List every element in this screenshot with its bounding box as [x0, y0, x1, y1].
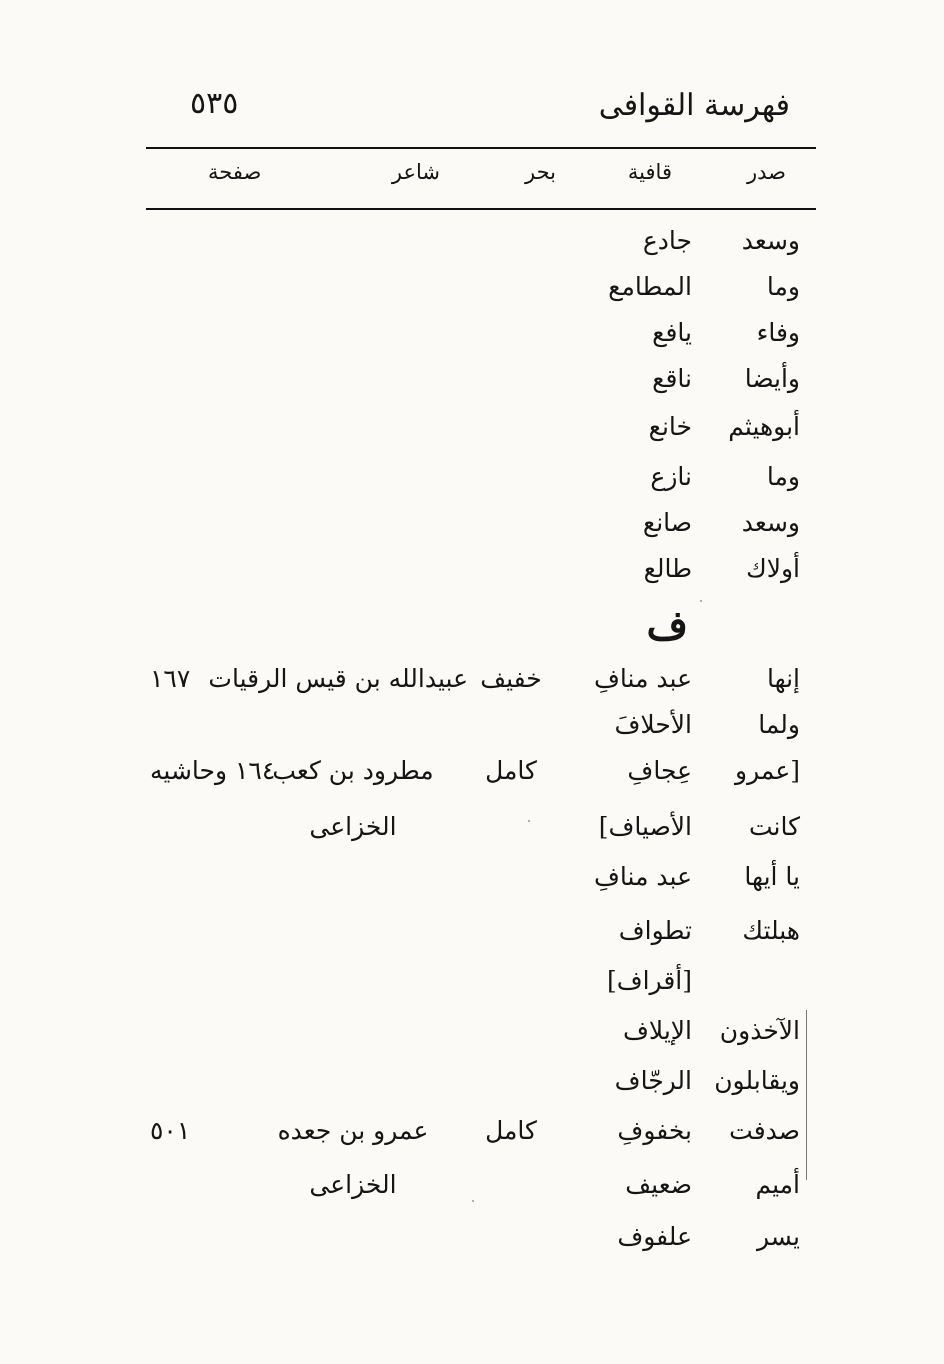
- page-cell: ١٦٧: [150, 664, 191, 693]
- table-row: [0, 1016, 944, 1062]
- table-row: [0, 664, 944, 710]
- qafia-cell: ناقع: [652, 364, 692, 393]
- sadr-cell: وسعد: [741, 508, 800, 537]
- running-title: فهرسة القوافى: [598, 88, 790, 123]
- margin-mark: [806, 1010, 807, 1180]
- table-row: [0, 462, 944, 508]
- qafia-cell: خانع: [648, 412, 692, 441]
- bahr-cell: كامل: [485, 756, 537, 785]
- sadr-cell: يسر: [756, 1222, 800, 1251]
- qafia-cell: الأحلافَ: [614, 710, 692, 739]
- sadr-cell: وأيضا: [744, 364, 800, 393]
- page-cell: ١٦٤ وحاشيه: [150, 756, 276, 785]
- paper-speck: [472, 1200, 474, 1202]
- sadr-cell: [عمرو: [735, 756, 800, 785]
- paper-speck: [528, 820, 530, 822]
- sadr-cell: أبوهيثم: [728, 412, 800, 441]
- sadr-cell: هبلتك: [742, 916, 800, 945]
- qafia-cell: جادع: [642, 226, 692, 255]
- qafia-cell: بخفوفِ: [617, 1116, 692, 1145]
- paper-speck: [700, 600, 702, 602]
- qafia-cell: المطامع: [608, 272, 692, 301]
- qafia-cell: تطواف: [618, 916, 692, 945]
- sadr-cell: وفاء: [756, 318, 800, 347]
- sadr-cell: إنها: [766, 664, 800, 693]
- page-cell: ٥٠١: [150, 1116, 191, 1145]
- table-row: [0, 272, 944, 318]
- bahr-cell: خفيف: [480, 664, 542, 693]
- table-row: [0, 1170, 944, 1216]
- qafia-cell: عبد منافِ: [594, 862, 692, 891]
- table-row: [0, 756, 944, 802]
- qafia-cell: طالع: [643, 554, 692, 583]
- table-row: [0, 364, 944, 410]
- table-row: [0, 916, 944, 962]
- table-row: [0, 226, 944, 272]
- qafia-cell: عِجافِ: [627, 756, 692, 785]
- column-header-page: صفحة: [208, 160, 262, 184]
- section-letter-heading: ف: [646, 602, 688, 649]
- bahr-cell: كامل: [485, 1116, 537, 1145]
- sadr-cell: ويقابلون: [714, 1066, 800, 1095]
- shaer-cell: الخزاعى: [309, 1170, 397, 1199]
- qafia-cell: صانع: [642, 508, 692, 537]
- sadr-cell: كانت: [748, 812, 800, 841]
- column-header-qafia: قافية: [627, 160, 672, 184]
- qafia-cell: ضعيف: [625, 1170, 692, 1199]
- qafia-cell: يافع: [652, 318, 692, 347]
- table-row: [0, 862, 944, 908]
- table-row: [0, 966, 944, 1012]
- column-header-bahr: بحر: [525, 160, 556, 184]
- qafia-cell: الأصياف]: [598, 812, 692, 841]
- sadr-cell: الآخذون: [719, 1016, 800, 1045]
- qafia-cell: الرجّاف: [614, 1066, 692, 1095]
- shaer-cell: الخزاعى: [309, 812, 397, 841]
- shaer-cell: عبيدالله بن قيس الرقيات: [208, 664, 468, 693]
- qafia-cell: عبد منافِ: [594, 664, 692, 693]
- table-row: [0, 812, 944, 858]
- shaer-cell: مطرود بن كعب: [272, 756, 434, 785]
- sadr-cell: وما: [766, 272, 800, 301]
- top-rule: [146, 147, 816, 149]
- table-row: [0, 710, 944, 756]
- column-header-shaer: شاعر: [391, 160, 440, 184]
- qafia-cell: الإيلاف: [623, 1016, 692, 1045]
- page-number: ٥٣٥: [190, 86, 239, 121]
- qafia-cell: [أقراف]: [606, 966, 692, 995]
- sadr-cell: يا أيها: [744, 862, 800, 891]
- sadr-cell: أولاك: [746, 554, 800, 583]
- sadr-cell: وسعد: [741, 226, 800, 255]
- table-row: [0, 1066, 944, 1112]
- table-row: [0, 554, 944, 600]
- bottom-rule: [146, 208, 816, 210]
- table-row: [0, 412, 944, 458]
- table-row: [0, 318, 944, 364]
- qafia-cell: نازع: [650, 462, 692, 491]
- table-row: [0, 1222, 944, 1268]
- table-row: [0, 1116, 944, 1162]
- qafia-cell: علفوف: [617, 1222, 692, 1251]
- sadr-cell: صدفت: [729, 1116, 800, 1145]
- sadr-cell: وما: [766, 462, 800, 491]
- sadr-cell: أميم: [755, 1170, 800, 1199]
- sadr-cell: ولما: [758, 710, 800, 739]
- table-row: [0, 508, 944, 554]
- shaer-cell: عمرو بن جعده: [277, 1116, 429, 1145]
- column-header-sadr: صدر: [747, 160, 786, 184]
